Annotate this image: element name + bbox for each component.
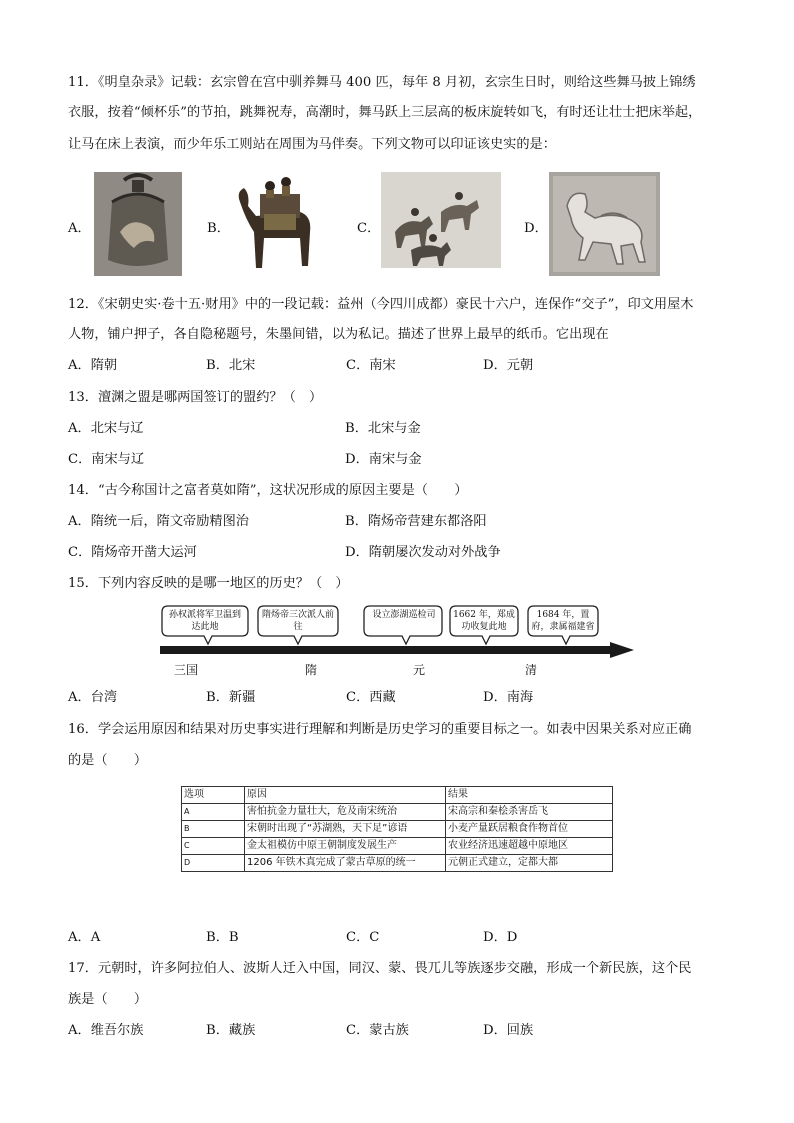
table-cell: 金太祖模仿中原王朝制度发展生产 [245,838,446,855]
q17-option-b: B．藏族 [206,1023,256,1038]
table-row [182,804,613,821]
table-cell: D [182,855,245,872]
q14-option-c: C．隋炀帝开凿大运河 [68,545,197,560]
q15-option-b: B．新疆 [206,690,256,705]
q16-option-b: B．B [206,930,239,945]
q13-stem: 13．澶渊之盟是哪两国签订的盟约？（ ） [68,390,323,405]
q14-stem: 14．“古今称国计之富者莫如隋”，这状况形成的原因主要是（ ） [68,483,468,498]
q17-option-a: A．维吾尔族 [68,1023,144,1038]
timeline-era-4: 清 [525,663,538,677]
q17-line-2: 族是（ ） [68,992,148,1007]
table-cell: C [182,838,245,855]
q11-line-2: 衣服，按着“倾杯乐”的节拍，跳舞祝寿，高潮时，舞马跃上三层高的板床旋转如飞，有时还让壮士把床举起， [68,105,702,120]
q12-option-a: A．隋朝 [68,358,118,373]
cause-effect-table [181,786,613,872]
q14-option-a: A．隋统一后，隋文帝励精图治 [68,514,249,529]
table-cell: A [182,804,245,821]
q14-option-b: B．隋炀帝营建东都洛阳 [345,514,487,529]
timeline-era-2: 隋 [305,663,318,677]
timeline-diagram [160,600,635,680]
table-cell: 农业经济迅速超越中原地区 [446,838,613,855]
q12-line-2: 人物，铺户押子，各自隐秘题号，朱墨间错，以为私记。描述了世界上最早的纸币。它出现在 [68,327,609,342]
q12-option-c: C．南宋 [346,358,396,373]
table-cell: 宋高宗和秦桧杀害岳飞 [446,804,613,821]
q15-stem: 15．下列内容反映的是哪一地区的历史？（ ） [68,576,349,591]
q15-option-a: A．台湾 [68,690,118,705]
timeline-era-3: 元 [413,663,426,677]
q15-option-d: D．南海 [483,690,534,705]
q12-option-d: D．元朝 [483,358,534,373]
table-cell: 元朝正式建立，定都大都 [446,855,613,872]
polo-mural-image [381,172,501,268]
table-header-row [182,787,613,804]
timeline-bubble-3: 设立澎湖巡检司 [372,610,436,620]
bronze-flask-image [94,172,182,276]
table-cell: 1206 年铁木真完成了蒙古草原的统一 [245,855,446,872]
table-cell: 宋朝时出现了“苏湖熟，天下足”谚语 [245,821,446,838]
q11-option-d-label: D． [524,221,548,236]
q16-option-c: C．C [346,930,380,945]
dancing-horse-relief-image [549,172,660,276]
table-cell: 害怕抗金力量壮大，危及南宋统治 [245,804,446,821]
timeline-bubble-4: 1662 年，郑成功收复此地 [453,610,515,632]
timeline-bubble-5: 1684 年，置府，隶属福建省 [531,610,595,632]
q11-line-1: 11．《明皇杂录》记载：玄宗曾在宫中驯养舞马 400 匹，每年 8 月初，玄宗生日时，则给这些舞马披上锦绣 [68,75,696,90]
q13-option-d: D．南宋与金 [345,452,422,467]
q11-option-c-label: C． [357,221,381,236]
table-header-cell: 选项 [182,787,245,804]
camel-musicians-image [230,172,322,276]
table-cell: 小麦产量跃居粮食作物首位 [446,821,613,838]
q13-option-a: A．北宋与辽 [68,421,144,436]
q16-option-a: A．A [68,930,101,945]
timeline-bubble-1: 孙权派将军卫温到达此地 [168,610,241,632]
table-row [182,821,613,838]
q13-option-c: C．南宋与辽 [68,452,145,467]
q16-option-d: D．D [483,930,518,945]
q13-option-b: B．北宋与金 [345,421,421,436]
q17-line-1: 17．元朝时，许多阿拉伯人、波斯人迁入中国，同汉、蒙、畏兀儿等族逐步交融，形成一个新民族，这个民 [68,961,692,976]
q15-option-c: C．西藏 [346,690,396,705]
table-header-cell: 结果 [446,787,613,804]
q17-option-d: D．回族 [483,1023,534,1038]
table-row [182,838,613,855]
table-header-cell: 原因 [245,787,446,804]
q12-option-b: B．北宋 [206,358,256,373]
q11-line-3: 让马在床上表演，而少年乐工则站在周围为马伴奏。下列文物可以印证该史实的是： [68,137,556,152]
timeline-era-1: 三国 [174,663,199,677]
q14-option-d: D．隋朝屡次发动对外战争 [345,545,501,560]
q12-line-1: 12．《宋朝史实·卷十五·财用》中的一段记载：益州（今四川成都）豪民十六户，连保作“交子”，印文用屋木 [68,297,694,312]
table-cell: B [182,821,245,838]
timeline-bubble-2: 隋炀帝三次派人前往 [261,610,334,632]
q11-option-a-label: A． [68,221,91,236]
q11-option-b-label: B． [207,221,230,236]
q16-line-1: 16．学会运用原因和结果对历史事实进行理解和判断是历史学习的重要目标之一。如表中因果关系对应正确 [68,722,692,737]
table-row [182,855,613,872]
q17-option-c: C．蒙古族 [346,1023,409,1038]
q16-line-2: 的是（ ） [68,753,148,768]
